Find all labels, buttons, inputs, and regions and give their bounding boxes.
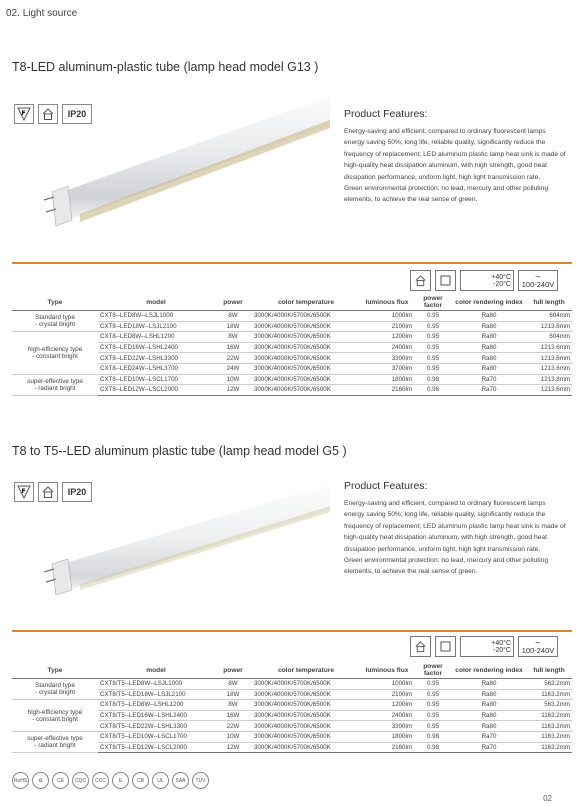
cell-power: 8W [214, 700, 252, 711]
cell-length: 1163.2mm [526, 731, 572, 742]
table-row [12, 374, 572, 385]
rohs-logo-icon: RoHS [12, 772, 29, 789]
table-row [12, 700, 572, 711]
cell-color: 3000K/4000K/5700K/6500K [252, 342, 360, 353]
ccc-logo-icon: CCC [92, 772, 109, 789]
cell-flux: 2160lm [360, 385, 414, 396]
section-title: Light source [22, 8, 78, 19]
recycle-logo-icon: ♻ [32, 772, 49, 789]
cell-cri: Ra70 [452, 742, 526, 753]
section-header [6, 8, 77, 19]
cell-color: 3000K/4000K/5700K/6500K [252, 311, 360, 322]
temp-low: -20°C [493, 280, 511, 288]
temperature-range-icon [460, 270, 514, 291]
cell-pf: 0.95 [414, 689, 452, 700]
cell-cri: Ra80 [452, 311, 526, 322]
cell-color: 3000K/4000K/5700K/6500K [252, 721, 360, 732]
section-divider [12, 630, 572, 632]
features-heading: Product Features: [344, 108, 428, 120]
cell-power: 10W [214, 374, 252, 385]
cell-pf: 0.95 [414, 342, 452, 353]
cell-cri: Ra80 [452, 321, 526, 332]
cell-flux: 2160lm [360, 742, 414, 753]
table-body [12, 311, 572, 396]
cell-color: 3000K/4000K/5700K/6500K [252, 700, 360, 711]
cell-model: CXT8--LED12W--LSCL2000 [98, 385, 214, 396]
cell-model: CXT8--LED24W--LSHL3700 [98, 363, 214, 374]
features-text: Energy-saving and efficient, compared to ordinary fluorescent lamps energy saving 50%; long life, reliable quality, significantly reduce the frequency of replacement; LED aluminum plastic lamp heat sink is made of high-quality heat dissipation aluminum, with high strength, good heat dissipation performance, uniform light, high light transmission rate. Green environmental protection: no lead, mercury and other polluting elements, to achieve the real sense of green. [344, 128, 566, 204]
cell-color: 3000K/4000K/5700K/6500K [252, 385, 360, 396]
col-power: power [214, 662, 252, 679]
col-color-rendering-index: color rendering index [452, 662, 526, 679]
col-power-factor: power factor [414, 294, 452, 311]
cell-power: 22W [214, 721, 252, 732]
voltage-icon [518, 270, 558, 291]
cell-pf: 0.98 [414, 385, 452, 396]
cell-pf: 0.95 [414, 321, 452, 332]
cell-pf: 0.95 [414, 311, 452, 322]
temp-high: +40°C [491, 273, 511, 281]
ip20-badge: IP20 [62, 482, 92, 502]
cell-model: CXT8--LED10W--LSCL1700 [98, 374, 214, 385]
cell-pf: 0.95 [414, 353, 452, 364]
cell-color: 3000K/4000K/5700K/6500K [252, 742, 360, 753]
indoor-use-icon [410, 636, 431, 657]
cell-flux: 3700lm [360, 363, 414, 374]
cell-length: 1163.2mm [526, 710, 572, 721]
temp-high: +40°C [491, 639, 511, 647]
spec-table [12, 294, 572, 396]
type-cell: high-efficiency type - constant bright [12, 700, 98, 732]
cell-cri: Ra80 [452, 679, 526, 690]
type-cell: Standard type - crystal bright [12, 679, 98, 700]
table-row [12, 311, 572, 322]
cell-model: CXT8/T5--LED8W--LSJL1000 [98, 679, 214, 690]
col-color-temperature: color temperature [252, 294, 360, 311]
type-cell: Standard type - crystal bright [12, 311, 98, 332]
cell-pf: 0.95 [414, 363, 452, 374]
ul-logo-icon: UL [152, 772, 169, 789]
certification-logos [12, 772, 209, 789]
cell-cri: Ra80 [452, 332, 526, 343]
product-title: T8 to T5--LED aluminum plastic tube (lamp head model G5 ) [12, 444, 347, 458]
ac-wave-icon: ∼ [534, 271, 542, 281]
cell-power: 8W [214, 332, 252, 343]
ce-logo-icon: CE [52, 772, 69, 789]
cell-pf: 0.98 [414, 374, 452, 385]
cell-length: 563.2mm [526, 700, 572, 711]
col-model: model [98, 294, 214, 311]
f-mark-icon [14, 482, 34, 502]
cell-model: CXT8/T5--LED12W--LSCL2000 [98, 742, 214, 753]
cell-flux: 1000lm [360, 311, 414, 322]
cell-length: 604mm [526, 332, 572, 343]
cell-power: 8W [214, 679, 252, 690]
cell-flux: 3300lm [360, 353, 414, 364]
cell-length: 1213.6mm [526, 353, 572, 364]
cell-model: CXT8/T5--LED10W--LSCL1700 [98, 731, 214, 742]
cell-pf: 0.98 [414, 742, 452, 753]
col-luminous-flux: luminous flux [360, 662, 414, 679]
saa-logo-icon: SAA [172, 772, 189, 789]
cell-length: 1213.6mm [526, 363, 572, 374]
temperature-range-icon [460, 636, 514, 657]
tuv-logo-icon: TÜV [192, 772, 209, 789]
voltage-range: 100-240V [521, 279, 555, 289]
cell-flux: 1800lm [360, 731, 414, 742]
page-number: 02 [543, 794, 552, 803]
voltage-range: 100-240V [521, 645, 555, 655]
cell-length: 1163.2mm [526, 721, 572, 732]
col-color-temperature: color temperature [252, 662, 360, 679]
cell-pf: 0.95 [414, 700, 452, 711]
cell-color: 3000K/4000K/5700K/6500K [252, 363, 360, 374]
col-full-length: full length [526, 294, 572, 311]
features-text: Energy-saving and efficient, compared to ordinary fluorescent lamps energy saving 50%; long life, reliable quality, significantly reduce the frequency of replacement; LED aluminum plastic lamp heat sink is made of high-quality heat dissipation aluminum, with high strength, good heat dissipation performance, uniform light, high light transmission rate. Green environmental protection: no lead, mercury and other polluting elements, to achieve the real sense of green. [344, 500, 566, 576]
spec-table [12, 662, 572, 753]
square-class-icon [435, 636, 456, 657]
cell-power: 12W [214, 385, 252, 396]
cell-power: 18W [214, 689, 252, 700]
svg-text:F: F [21, 110, 26, 117]
cell-pf: 0.95 [414, 721, 452, 732]
cell-color: 3000K/4000K/5700K/6500K [252, 321, 360, 332]
col-power: power [214, 294, 252, 311]
cell-flux: 2100lm [360, 689, 414, 700]
cell-flux: 1000lm [360, 679, 414, 690]
cell-model: CXT8--LED18W--LSJL2100 [98, 321, 214, 332]
cell-cri: Ra80 [452, 363, 526, 374]
cell-pf: 0.95 [414, 332, 452, 343]
led-tube-image [40, 96, 330, 254]
cell-length: 604mm [526, 311, 572, 322]
cell-color: 3000K/4000K/5700K/6500K [252, 731, 360, 742]
cell-cri: Ra80 [452, 342, 526, 353]
cell-flux: 2400lm [360, 342, 414, 353]
cell-cri: Ra80 [452, 700, 526, 711]
cell-cri: Ra70 [452, 374, 526, 385]
cell-power: 12W [214, 742, 252, 753]
type-cell: super-effective type - radiant bright [12, 731, 98, 752]
cell-length: 1213.6mm [526, 385, 572, 396]
cell-power: 24W [214, 363, 252, 374]
cell-pf: 0.98 [414, 731, 452, 742]
cell-power: 18W [214, 321, 252, 332]
cell-model: CXT8--LED8W--LSHL1200 [98, 332, 214, 343]
cell-cri: Ra80 [452, 353, 526, 364]
cell-model: CXT8--LED8W--LSJL1000 [98, 311, 214, 322]
cell-color: 3000K/4000K/5700K/6500K [252, 353, 360, 364]
voltage-icon [518, 636, 558, 657]
temp-low: -20°C [493, 646, 511, 654]
svg-text:F: F [21, 488, 26, 495]
type-cell: super-effective type - radiant bright [12, 374, 98, 395]
col-full-length: full length [526, 662, 572, 679]
ip20-badge: IP20 [62, 104, 92, 124]
cell-flux: 3300lm [360, 721, 414, 732]
spec-icons [410, 270, 558, 291]
cell-cri: Ra70 [452, 385, 526, 396]
cell-power: 8W [214, 311, 252, 322]
cell-color: 3000K/4000K/5700K/6500K [252, 710, 360, 721]
cell-power: 22W [214, 353, 252, 364]
table-header-row [12, 662, 572, 679]
cell-model: CXT8--LED16W--LSHL2400 [98, 342, 214, 353]
led-tube-image [40, 484, 330, 614]
cell-power: 16W [214, 342, 252, 353]
table-body [12, 679, 572, 753]
cell-flux: 2400lm [360, 710, 414, 721]
table-row [12, 679, 572, 690]
spec-icons [410, 636, 558, 657]
cell-flux: 1800lm [360, 374, 414, 385]
energy-logo-icon: E [112, 772, 129, 789]
col-type: Type [12, 294, 98, 311]
cell-model: CXT8--LED22W--LSHL3300 [98, 353, 214, 364]
cell-pf: 0.95 [414, 679, 452, 690]
cell-power: 16W [214, 710, 252, 721]
cell-flux: 1200lm [360, 332, 414, 343]
f-mark-icon [14, 104, 34, 124]
cell-model: CXT8/T5--LED22W--LSHL3300 [98, 721, 214, 732]
cell-cri: Ra70 [452, 731, 526, 742]
ac-wave-icon: ∼ [534, 637, 542, 647]
col-power-factor: power factor [414, 662, 452, 679]
type-cell: high-efficiency type - constant bright [12, 332, 98, 374]
col-type: Type [12, 662, 98, 679]
table-row [12, 332, 572, 343]
indoor-use-icon [410, 270, 431, 291]
cell-model: CXT8/T5--LED18W--LSJL2100 [98, 689, 214, 700]
cell-power: 10W [214, 731, 252, 742]
cell-length: 1213.6mm [526, 321, 572, 332]
cell-color: 3000K/4000K/5700K/6500K [252, 374, 360, 385]
cell-length: 1213.6mm [526, 342, 572, 353]
cell-length: 1163.2mm [526, 689, 572, 700]
cell-model: CXT8/T5--LED8W--LSHL1200 [98, 700, 214, 711]
section-number: 02. [6, 8, 20, 19]
col-model: model [98, 662, 214, 679]
cb-logo-icon: CB [132, 772, 149, 789]
cell-model: CXT8/T5--LED16W--LSHL2400 [98, 710, 214, 721]
cell-cri: Ra80 [452, 721, 526, 732]
cell-pf: 0.95 [414, 710, 452, 721]
cell-color: 3000K/4000K/5700K/6500K [252, 689, 360, 700]
col-luminous-flux: luminous flux [360, 294, 414, 311]
cell-length: 1213.8mm [526, 374, 572, 385]
col-color-rendering-index: color rendering index [452, 294, 526, 311]
table-row [12, 731, 572, 742]
cell-length: 563.2mm [526, 679, 572, 690]
cell-flux: 2100lm [360, 321, 414, 332]
cqc-logo-icon: CQC [72, 772, 89, 789]
cell-length: 1163.2mm [526, 742, 572, 753]
section-divider [12, 262, 572, 264]
features-heading: Product Features: [344, 480, 428, 492]
cell-color: 3000K/4000K/5700K/6500K [252, 679, 360, 690]
table-header-row [12, 294, 572, 311]
product-title: T8-LED aluminum-plastic tube (lamp head model G13 ) [12, 60, 319, 74]
square-class-icon [435, 270, 456, 291]
cell-flux: 1200lm [360, 700, 414, 711]
cell-color: 3000K/4000K/5700K/6500K [252, 332, 360, 343]
cell-cri: Ra80 [452, 689, 526, 700]
cell-cri: Ra80 [452, 710, 526, 721]
